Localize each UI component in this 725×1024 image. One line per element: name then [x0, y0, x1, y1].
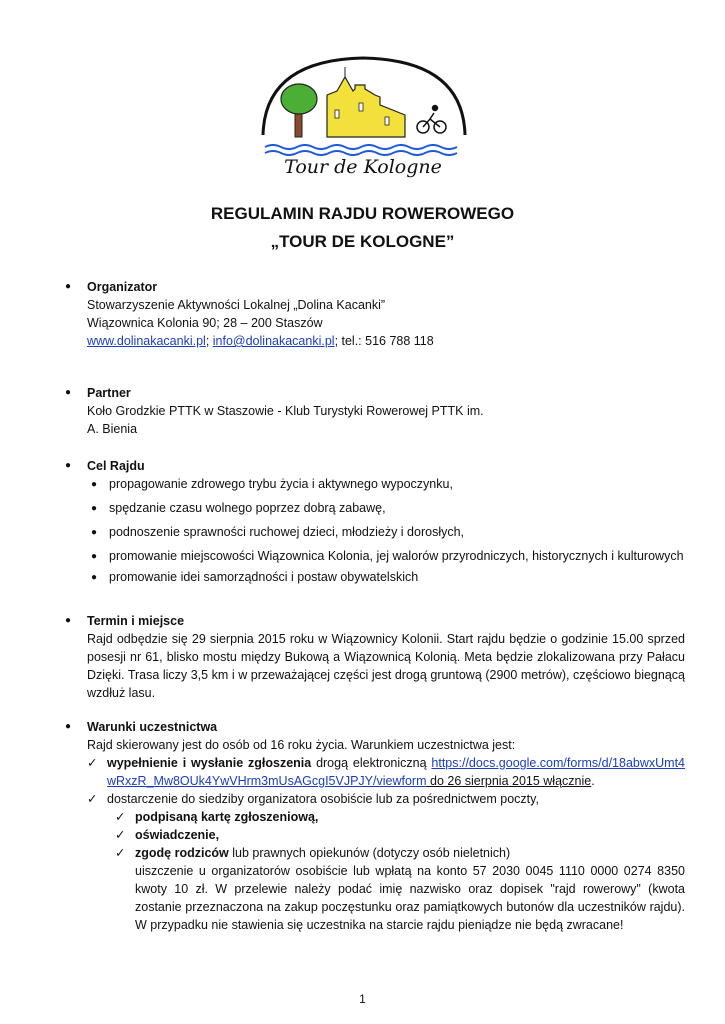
- organizer-contacts: [87, 332, 685, 350]
- bullet-icon: ●: [91, 503, 98, 514]
- list-item: [87, 499, 685, 518]
- goal-item: promowanie miejscowości Wiązownica Kolonia, jej walorów przyrodniczych, historycznych i kulturowych: [109, 549, 684, 563]
- condition-text: dostarczenie do siedziby organizatora osobiście lub za pośrednictwem poczty,: [107, 792, 539, 806]
- sub-condition-bold: podpisaną kartę zgłoszeniową,: [135, 810, 319, 824]
- separator: ;: [205, 334, 213, 348]
- payment-text: uiszczenie u organizatorów osobiście lub wpłatą na konto 57 2030 0045 1110 0000 0274 8350 kwoty 10 zł. W przelewie należy podać imię nazwisko oraz dopisek "rajd rowerowy" (kwota zostanie przeznaczona na zakup poczęstunku oraz pamiątkowych butonów dla uczestników rajdu). W przypadku nie stawienia się uczestnika na starcie rajdu pieniądze nie będą zwracane!: [135, 864, 685, 932]
- bullet-icon: ●: [65, 387, 72, 398]
- list-item: [87, 547, 685, 566]
- section-conditions: [65, 718, 685, 934]
- sub-condition-item: [115, 808, 685, 826]
- section-goal: [65, 457, 685, 587]
- page-number: 1: [359, 992, 366, 1006]
- phone-text: ; tel.: 516 788 118: [334, 334, 434, 348]
- sub-condition-text: lub prawnych opiekunów (dotyczy osób nieletnich): [228, 846, 511, 860]
- section-organizer: [65, 278, 685, 350]
- organizer-heading: Organizator: [87, 280, 158, 294]
- sub-condition-bold: zgodę rodziców: [135, 846, 229, 860]
- condition-end: .: [591, 774, 595, 788]
- tour-de-kologne-logo: [255, 55, 470, 180]
- bullet-icon: ●: [91, 572, 98, 583]
- logo-graphic: [255, 55, 470, 180]
- check-icon: ✓: [87, 791, 98, 806]
- deadline-text: do 26 sierpnia 2015 włącznie: [426, 774, 592, 788]
- partner-line2: A. Bienia: [87, 422, 138, 436]
- bullet-icon: ●: [65, 460, 72, 471]
- title-line-2: „TOUR DE KOLOGNE”: [270, 232, 455, 251]
- partner-heading: Partner: [87, 386, 131, 400]
- website-link[interactable]: www.dolinakacanki.pl: [87, 334, 206, 348]
- condition-bold: wypełnienie i wysłanie zgłoszenia: [107, 756, 312, 770]
- check-icon: ✓: [115, 809, 126, 824]
- organizer-line1: Stowarzyszenie Aktywności Lokalnej „Dolina Kacanki”: [87, 298, 386, 312]
- bullet-icon: ●: [91, 479, 98, 490]
- check-icon: ✓: [115, 845, 126, 860]
- list-item: [87, 523, 685, 542]
- list-item: [87, 475, 685, 494]
- bullet-icon: ●: [91, 551, 98, 562]
- tree-crown: [281, 84, 317, 114]
- goal-item: propagowanie zdrowego trybu życia i aktywnego wypoczynku,: [109, 477, 453, 491]
- term-text: Rajd odbędzie się 29 sierpnia 2015 roku w Wiązownicy Kolonii. Start rajdu będzie o godzinie 15.00 sprzed posesji nr 61, blisko mostu między Bukową a Wiązownicą Kolonią. Meta będzie zlokalizowana przy Pałacu Dzięki. Trasa liczy 3,5 km i w przeważającej części jest drogą gruntową (2900 metrów), częściowo biegnącą wzdłuż lasu.: [87, 632, 685, 700]
- condition-text: drogą elektroniczną: [311, 756, 432, 770]
- check-icon: ✓: [87, 755, 98, 770]
- term-heading: Termin i miejsce: [87, 614, 185, 628]
- section-partner: [65, 384, 685, 438]
- email-link[interactable]: info@dolinakacanki.pl: [212, 334, 335, 348]
- section-term: [65, 612, 685, 702]
- bullet-icon: ●: [91, 527, 98, 538]
- condition-item: [87, 790, 685, 808]
- sub-condition-item: [115, 826, 685, 844]
- logo-text: Tour de Kologne: [284, 156, 442, 178]
- form-link[interactable]: https://docs.google.com/forms/d/18abwxUmt4wRxzR_Mw8OUk4YwVHrm3mUsAGcgI5VJPJY/viewform: [107, 756, 685, 788]
- list-item: [87, 568, 685, 587]
- goal-heading: Cel Rajdu: [87, 459, 145, 473]
- conditions-heading: Warunki uczestnictwa: [87, 720, 218, 734]
- bullet-icon: ●: [65, 721, 72, 732]
- condition-item: [87, 754, 685, 790]
- partner-line1: Koło Grodzkie PTTK w Staszowie - Klub Turystyki Rowerowej PTTK im.: [87, 404, 484, 418]
- goal-item: promowanie idei samorządności i postaw obywatelskich: [109, 570, 419, 584]
- title-line-1: REGULAMIN RAJDU ROWEROWEGO: [210, 204, 515, 223]
- conditions-intro: Rajd skierowany jest do osób od 16 roku życia. Warunkiem uczestnictwa jest:: [87, 738, 516, 752]
- sub-condition-bold: oświadczenie,: [135, 828, 220, 842]
- goal-item: spędzanie czasu wolnego poprzez dobrą zabawę,: [109, 501, 386, 515]
- castle-icon: [327, 77, 405, 137]
- organizer-line2: Wiązownica Kolonia 90; 28 – 200 Staszów: [87, 316, 323, 330]
- goal-item: podnoszenie sprawności ruchowej dzieci, młodzieży i dorosłych,: [109, 525, 465, 539]
- bullet-icon: ●: [65, 281, 72, 292]
- check-icon: ✓: [115, 827, 126, 842]
- cyclist-icon: [417, 106, 446, 134]
- sub-condition-item: [115, 844, 685, 862]
- bullet-icon: ●: [65, 615, 72, 626]
